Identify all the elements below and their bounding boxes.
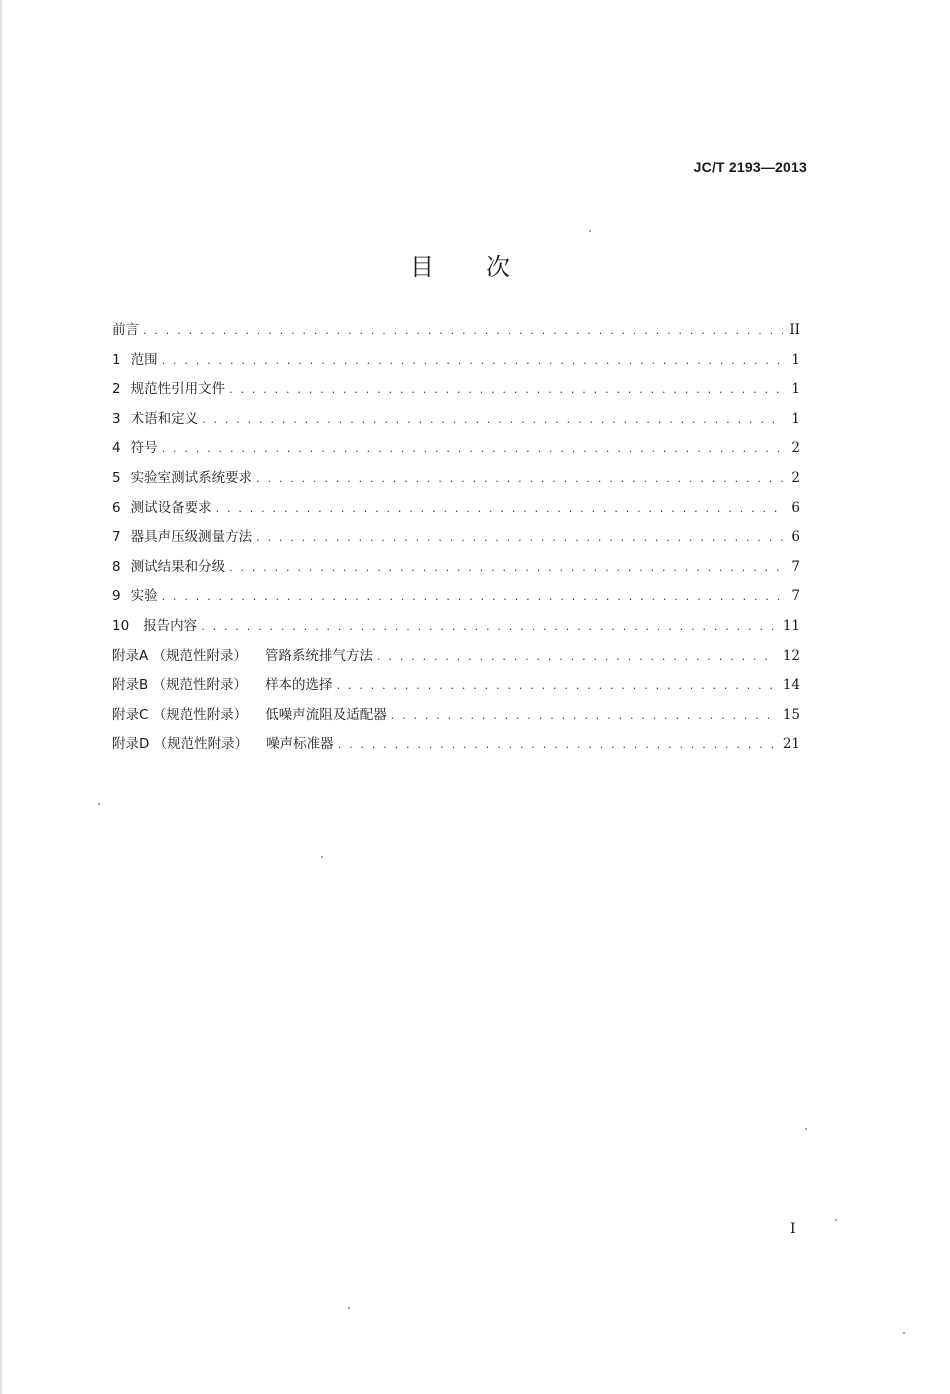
toc-entry-page: 6	[791, 529, 800, 546]
toc-entry-label: 报告内容	[143, 617, 198, 634]
toc-entry-page: 12	[782, 647, 800, 664]
page-number: I	[790, 1221, 796, 1237]
toc-entry-number: 9	[112, 588, 121, 605]
toc-entry-number: 3	[112, 410, 121, 427]
toc-entry[interactable]	[112, 703, 800, 733]
toc-entry-number: 1	[112, 351, 121, 368]
toc-entry-number: 2	[112, 381, 121, 398]
toc-entry-annex-prefix: 附录A （规范性附录）	[112, 647, 248, 664]
toc-entry-page: 21	[782, 736, 800, 753]
toc-entry-page: II	[789, 322, 800, 338]
toc-entry-label: 噪声标准器	[266, 736, 334, 753]
toc-leader-dots	[338, 738, 777, 751]
toc-entry-page: 1	[791, 381, 800, 398]
toc-entry[interactable]	[112, 466, 800, 496]
toc-entry-number: 6	[112, 499, 121, 516]
toc-leader-dots	[229, 383, 784, 396]
toc-title: 目次	[410, 253, 562, 281]
toc-leader-dots	[256, 472, 784, 485]
toc-entry[interactable]	[112, 348, 800, 378]
toc-entry-page: 2	[791, 469, 800, 486]
toc-leader-dots	[162, 590, 784, 603]
scan-speck	[903, 1332, 905, 1334]
toc-entry-number: 10	[112, 617, 130, 634]
toc-leader-dots	[143, 324, 783, 337]
toc-entry-label: 范围	[130, 351, 158, 368]
toc-leader-dots	[377, 650, 777, 663]
toc-entry[interactable]	[112, 614, 800, 644]
toc-entry[interactable]	[112, 407, 800, 437]
toc-entry-label: 测试结果和分级	[130, 558, 226, 575]
scan-speck	[321, 856, 323, 858]
toc-leader-dots	[229, 561, 784, 574]
scan-edge	[0, 0, 3, 1394]
toc-entry-page: 1	[791, 410, 800, 427]
toc-entry-number: 4	[112, 440, 121, 457]
toc-entry-page: 1	[791, 351, 800, 368]
scan-speck	[805, 1128, 807, 1130]
toc-entry-label: 管路系统排气方法	[265, 647, 374, 664]
toc-entry-number: 5	[112, 469, 121, 486]
toc-leader-dots	[256, 531, 784, 544]
scan-speck	[348, 1307, 350, 1309]
scan-speck	[835, 1219, 837, 1221]
toc-entry-label: 测试设备要求	[130, 499, 212, 516]
toc-entry-annex-prefix: 附录C （规范性附录）	[112, 706, 248, 723]
scan-speck	[98, 803, 100, 805]
toc-entry-number: 8	[112, 558, 121, 575]
toc-entry-label: 符号	[130, 440, 158, 457]
toc-entry[interactable]	[112, 644, 800, 674]
toc-entry[interactable]	[112, 555, 800, 585]
toc-leader-dots	[216, 502, 784, 515]
toc-entry-annex-prefix: 附录D （规范性附录）	[112, 736, 249, 753]
toc-entry-label: 实验室测试系统要求	[130, 469, 253, 486]
toc-entry[interactable]	[112, 673, 800, 703]
toc-entry[interactable]	[112, 732, 800, 762]
table-of-contents	[112, 318, 800, 762]
toc-entry-page: 15	[782, 706, 800, 723]
toc-entry-label: 实验	[130, 588, 158, 605]
toc-entry-label: 前言	[112, 322, 139, 338]
toc-entry-annex-prefix: 附录B （规范性附录）	[112, 677, 248, 694]
toc-leader-dots	[201, 620, 777, 633]
toc-leader-dots	[337, 679, 777, 692]
toc-entry[interactable]	[112, 318, 800, 348]
toc-entry[interactable]	[112, 525, 800, 555]
toc-entry[interactable]	[112, 584, 800, 614]
toc-leader-dots	[391, 709, 777, 722]
toc-leader-dots	[162, 442, 784, 455]
toc-entry-page: 6	[791, 499, 800, 516]
toc-entry[interactable]	[112, 436, 800, 466]
scan-speck	[589, 230, 591, 232]
toc-entry-page: 7	[791, 588, 800, 605]
standard-number: JC/T 2193—2013	[693, 159, 807, 175]
toc-entry-label: 规范性引用文件	[130, 381, 226, 398]
toc-entry-label: 术语和定义	[130, 410, 199, 427]
toc-leader-dots	[202, 413, 784, 426]
toc-entry-label: 低噪声流阻及适配器	[265, 706, 387, 723]
toc-entry-page: 11	[782, 617, 800, 634]
toc-entry-page: 7	[791, 558, 800, 575]
toc-entry[interactable]	[112, 496, 800, 526]
toc-entry-label: 器具声压级测量方法	[130, 529, 253, 546]
toc-entry-label: 样本的选择	[265, 677, 333, 694]
toc-entry-number: 7	[112, 529, 121, 546]
toc-entry[interactable]	[112, 377, 800, 407]
toc-entry-page: 2	[791, 440, 800, 457]
toc-entry-page: 14	[782, 677, 800, 694]
toc-leader-dots	[162, 354, 784, 367]
